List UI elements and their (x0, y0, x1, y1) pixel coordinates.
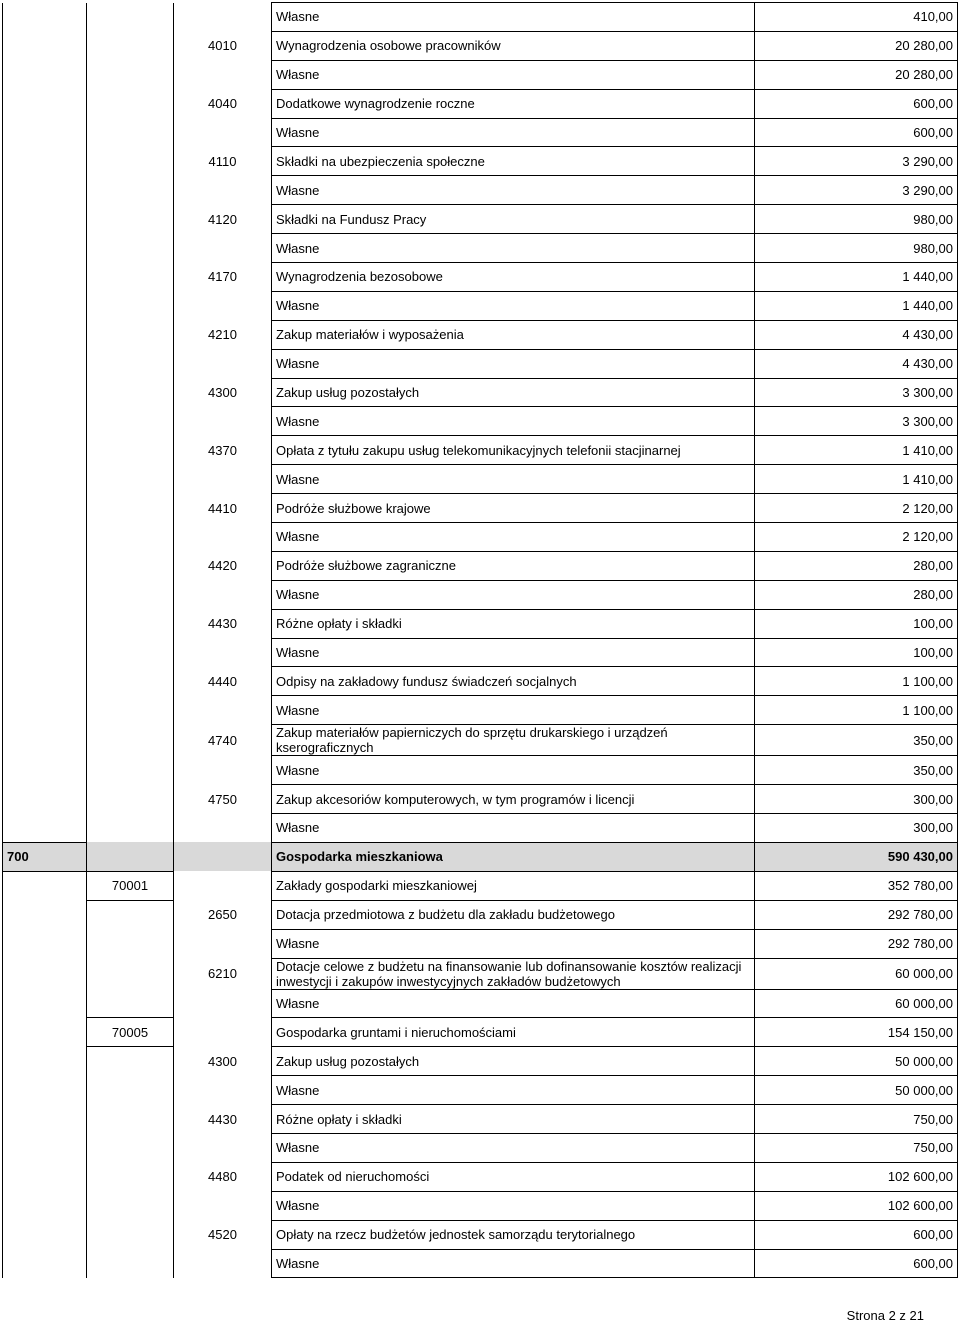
dzial-cell (3, 523, 87, 552)
rozdzial-row (3, 1018, 958, 1047)
rozdzial-cell (87, 320, 174, 349)
source-row (3, 756, 958, 785)
rozdzial-cell (87, 696, 174, 725)
description-cell: Zakup usług pozostałych (272, 1047, 755, 1076)
dzial-cell (3, 1105, 87, 1134)
amount-cell: 1 440,00 (755, 263, 958, 292)
paragraf-cell (174, 871, 272, 900)
source-row (3, 1076, 958, 1105)
rozdzial-cell (87, 407, 174, 436)
paragraf-row (3, 89, 958, 118)
funding-source-cell: Własne (272, 118, 755, 147)
amount-cell: 100,00 (755, 638, 958, 667)
dzial-cell (3, 494, 87, 523)
funding-source-cell: Własne (272, 407, 755, 436)
amount-cell: 4 430,00 (755, 349, 958, 378)
funding-source-cell: Własne (272, 1076, 755, 1105)
rozdzial-cell (87, 436, 174, 465)
dzial-cell (3, 205, 87, 234)
amount-cell: 600,00 (755, 89, 958, 118)
amount-cell: 3 290,00 (755, 147, 958, 176)
funding-source-cell: Własne (272, 814, 755, 843)
paragraf-cell (174, 989, 272, 1018)
paragraf-cell (174, 1249, 272, 1278)
paragraf-cell (174, 176, 272, 205)
amount-cell: 1 100,00 (755, 667, 958, 696)
source-row (3, 638, 958, 667)
dzial-cell (3, 580, 87, 609)
amount-cell: 1 440,00 (755, 291, 958, 320)
rozdzial-cell (87, 31, 174, 60)
rozdzial-cell (87, 609, 174, 638)
amount-cell: 980,00 (755, 234, 958, 263)
source-row (3, 176, 958, 205)
amount-cell: 300,00 (755, 814, 958, 843)
amount-cell: 154 150,00 (755, 1018, 958, 1047)
dzial-cell (3, 320, 87, 349)
dzial-cell (3, 349, 87, 378)
paragraf-cell (174, 349, 272, 378)
source-row (3, 523, 958, 552)
dzial-cell (3, 785, 87, 814)
rozdzial-cell (87, 1047, 174, 1076)
rozdzial-cell (87, 1076, 174, 1105)
dzial-cell (3, 263, 87, 292)
dzial-cell (3, 1162, 87, 1191)
rozdzial-cell (87, 1249, 174, 1278)
funding-source-cell: Własne (272, 756, 755, 785)
rozdzial-cell (87, 785, 174, 814)
dzial-cell (3, 89, 87, 118)
amount-cell: 600,00 (755, 1220, 958, 1249)
amount-cell: 50 000,00 (755, 1076, 958, 1105)
source-row (3, 234, 958, 263)
paragraf-cell: 6210 (174, 958, 272, 989)
rozdzial-cell (87, 3, 174, 32)
paragraf-cell: 4520 (174, 1220, 272, 1249)
paragraf-row (3, 147, 958, 176)
paragraf-cell (174, 1018, 272, 1047)
paragraf-cell (174, 696, 272, 725)
paragraf-cell (174, 842, 272, 871)
rozdzial-cell (87, 263, 174, 292)
paragraf-row (3, 785, 958, 814)
paragraf-cell (174, 407, 272, 436)
paragraf-cell (174, 291, 272, 320)
source-row (3, 1191, 958, 1220)
rozdzial-cell (87, 176, 174, 205)
paragraf-cell (174, 638, 272, 667)
rozdzial-cell (87, 1220, 174, 1249)
paragraf-cell: 4480 (174, 1162, 272, 1191)
description-cell: Gospodarka gruntami i nieruchomościami (272, 1018, 755, 1047)
paragraf-row (3, 378, 958, 407)
paragraf-row (3, 436, 958, 465)
dzial-cell (3, 147, 87, 176)
funding-source-cell: Własne (272, 696, 755, 725)
dzial-cell (3, 31, 87, 60)
amount-cell: 1 100,00 (755, 696, 958, 725)
paragraf-cell: 4440 (174, 667, 272, 696)
funding-source-cell: Własne (272, 638, 755, 667)
amount-cell: 1 410,00 (755, 465, 958, 494)
amount-cell: 1 410,00 (755, 436, 958, 465)
funding-source-cell: Własne (272, 1191, 755, 1220)
paragraf-cell: 4170 (174, 263, 272, 292)
amount-cell: 50 000,00 (755, 1047, 958, 1076)
description-cell: Różne opłaty i składki (272, 1105, 755, 1134)
description-cell: Gospodarka mieszkaniowa (272, 842, 755, 871)
amount-cell: 600,00 (755, 118, 958, 147)
dzial-cell (3, 1249, 87, 1278)
paragraf-row (3, 320, 958, 349)
source-row (3, 989, 958, 1018)
rozdzial-row (3, 871, 958, 900)
dzial-cell (3, 814, 87, 843)
paragraf-cell: 4430 (174, 609, 272, 638)
rozdzial-cell (87, 89, 174, 118)
description-cell: Podróże służbowe krajowe (272, 494, 755, 523)
paragraf-cell (174, 1133, 272, 1162)
funding-source-cell: Własne (272, 580, 755, 609)
dzial-cell (3, 725, 87, 756)
source-row (3, 291, 958, 320)
amount-cell: 2 120,00 (755, 523, 958, 552)
amount-cell: 280,00 (755, 580, 958, 609)
description-cell: Wynagrodzenia osobowe pracowników (272, 31, 755, 60)
dzial-cell (3, 871, 87, 900)
amount-cell: 352 780,00 (755, 871, 958, 900)
funding-source-cell: Własne (272, 929, 755, 958)
dzial-row (3, 842, 958, 871)
page-number: Strona 2 z 21 (846, 1308, 924, 1323)
rozdzial-cell (87, 989, 174, 1018)
rozdzial-cell (87, 465, 174, 494)
dzial-cell (3, 176, 87, 205)
funding-source-cell: Własne (272, 349, 755, 378)
description-cell: Różne opłaty i składki (272, 609, 755, 638)
rozdzial-cell (87, 378, 174, 407)
rozdzial-cell (87, 1133, 174, 1162)
description-cell: Podatek od nieruchomości (272, 1162, 755, 1191)
amount-cell: 2 120,00 (755, 494, 958, 523)
rozdzial-cell (87, 1191, 174, 1220)
paragraf-row (3, 205, 958, 234)
paragraf-row (3, 609, 958, 638)
dzial-cell (3, 958, 87, 989)
amount-cell: 102 600,00 (755, 1162, 958, 1191)
paragraf-row (3, 1047, 958, 1076)
paragraf-cell: 4300 (174, 1047, 272, 1076)
paragraf-row (3, 725, 958, 756)
dzial-cell (3, 989, 87, 1018)
paragraf-cell (174, 1191, 272, 1220)
dzial-cell (3, 1018, 87, 1047)
amount-cell: 3 300,00 (755, 407, 958, 436)
paragraf-cell: 4430 (174, 1105, 272, 1134)
paragraf-row (3, 1162, 958, 1191)
dzial-cell (3, 667, 87, 696)
funding-source-cell: Własne (272, 176, 755, 205)
paragraf-row (3, 263, 958, 292)
dzial-cell (3, 1047, 87, 1076)
paragraf-cell (174, 3, 272, 32)
funding-source-cell: Własne (272, 3, 755, 32)
paragraf-cell: 4010 (174, 31, 272, 60)
description-cell: Opłata z tytułu zakupu usług telekomunikacyjnych telefonii stacjinarnej (272, 436, 755, 465)
dzial-cell (3, 551, 87, 580)
rozdzial-cell (87, 494, 174, 523)
amount-cell: 20 280,00 (755, 60, 958, 89)
description-cell: Opłaty na rzecz budżetów jednostek samorządu terytorialnego (272, 1220, 755, 1249)
source-row (3, 580, 958, 609)
paragraf-cell: 4300 (174, 378, 272, 407)
source-row (3, 1133, 958, 1162)
source-row (3, 60, 958, 89)
paragraf-row (3, 31, 958, 60)
description-cell: Wynagrodzenia bezosobowe (272, 263, 755, 292)
rozdzial-cell (87, 291, 174, 320)
source-row (3, 1249, 958, 1278)
paragraf-cell: 2650 (174, 900, 272, 929)
rozdzial-cell: 70001 (87, 871, 174, 900)
rozdzial-cell (87, 551, 174, 580)
paragraf-cell: 4740 (174, 725, 272, 756)
rozdzial-cell (87, 60, 174, 89)
amount-cell: 60 000,00 (755, 958, 958, 989)
amount-cell: 292 780,00 (755, 929, 958, 958)
paragraf-cell (174, 1076, 272, 1105)
rozdzial-cell (87, 814, 174, 843)
dzial-cell (3, 696, 87, 725)
dzial-cell (3, 234, 87, 263)
amount-cell: 280,00 (755, 551, 958, 580)
paragraf-cell (174, 60, 272, 89)
dzial-cell (3, 3, 87, 32)
source-row (3, 465, 958, 494)
source-row (3, 407, 958, 436)
description-cell: Zakup akcesoriów komputerowych, w tym programów i licencji (272, 785, 755, 814)
paragraf-cell (174, 580, 272, 609)
rozdzial-cell (87, 523, 174, 552)
dzial-cell (3, 1220, 87, 1249)
dzial-cell (3, 756, 87, 785)
amount-cell: 750,00 (755, 1105, 958, 1134)
rozdzial-cell (87, 1162, 174, 1191)
amount-cell: 3 290,00 (755, 176, 958, 205)
description-cell: Zakup materiałów papierniczych do sprzętu drukarskiego i urządzeń kserograficznych (272, 725, 755, 756)
amount-cell: 350,00 (755, 725, 958, 756)
budget-table (2, 2, 958, 1278)
amount-cell: 750,00 (755, 1133, 958, 1162)
rozdzial-cell (87, 929, 174, 958)
source-row (3, 349, 958, 378)
source-row (3, 814, 958, 843)
description-cell: Składki na ubezpieczenia społeczne (272, 147, 755, 176)
dzial-cell (3, 118, 87, 147)
funding-source-cell: Własne (272, 234, 755, 263)
dzial-cell (3, 407, 87, 436)
amount-cell: 300,00 (755, 785, 958, 814)
rozdzial-cell (87, 147, 174, 176)
description-cell: Dotacje celowe z budżetu na finansowanie lub dofinansowanie kosztów realizacji inwestycji i zakupów inwestycyjnych zakładów budżetowych (272, 958, 755, 989)
rozdzial-cell (87, 842, 174, 871)
funding-source-cell: Własne (272, 60, 755, 89)
paragraf-cell (174, 118, 272, 147)
description-cell: Odpisy na zakładowy fundusz świadczeń socjalnych (272, 667, 755, 696)
rozdzial-cell (87, 118, 174, 147)
rozdzial-cell (87, 667, 174, 696)
rozdzial-cell (87, 580, 174, 609)
paragraf-cell (174, 814, 272, 843)
funding-source-cell: Własne (272, 989, 755, 1018)
dzial-cell (3, 378, 87, 407)
source-row (3, 929, 958, 958)
rozdzial-cell (87, 756, 174, 785)
dzial-cell (3, 465, 87, 494)
dzial-cell (3, 291, 87, 320)
dzial-cell (3, 900, 87, 929)
paragraf-cell (174, 523, 272, 552)
paragraf-cell: 4410 (174, 494, 272, 523)
paragraf-cell: 4120 (174, 205, 272, 234)
amount-cell: 60 000,00 (755, 989, 958, 1018)
amount-cell: 102 600,00 (755, 1191, 958, 1220)
amount-cell: 600,00 (755, 1249, 958, 1278)
funding-source-cell: Własne (272, 291, 755, 320)
budget-table-body (3, 3, 958, 1278)
rozdzial-cell (87, 1105, 174, 1134)
rozdzial-cell (87, 234, 174, 263)
amount-cell: 410,00 (755, 3, 958, 32)
source-row (3, 118, 958, 147)
description-cell: Zakup materiałów i wyposażenia (272, 320, 755, 349)
amount-cell: 590 430,00 (755, 842, 958, 871)
paragraf-cell (174, 234, 272, 263)
amount-cell: 292 780,00 (755, 900, 958, 929)
dzial-cell (3, 60, 87, 89)
paragraf-cell (174, 465, 272, 494)
rozdzial-cell: 70005 (87, 1018, 174, 1047)
paragraf-row (3, 958, 958, 989)
dzial-cell (3, 1133, 87, 1162)
dzial-cell (3, 1191, 87, 1220)
amount-cell: 980,00 (755, 205, 958, 234)
amount-cell: 100,00 (755, 609, 958, 638)
amount-cell: 350,00 (755, 756, 958, 785)
rozdzial-cell (87, 725, 174, 756)
paragraf-row (3, 551, 958, 580)
source-row (3, 3, 958, 32)
paragraf-cell (174, 756, 272, 785)
paragraf-row (3, 1105, 958, 1134)
source-row (3, 696, 958, 725)
amount-cell: 4 430,00 (755, 320, 958, 349)
paragraf-row (3, 900, 958, 929)
dzial-cell (3, 929, 87, 958)
paragraf-row (3, 1220, 958, 1249)
rozdzial-cell (87, 958, 174, 989)
dzial-cell: 700 (3, 842, 87, 871)
paragraf-row (3, 494, 958, 523)
dzial-cell (3, 638, 87, 667)
paragraf-cell: 4110 (174, 147, 272, 176)
paragraf-cell: 4420 (174, 551, 272, 580)
paragraf-cell: 4210 (174, 320, 272, 349)
paragraf-cell (174, 929, 272, 958)
paragraf-cell: 4040 (174, 89, 272, 118)
description-cell: Składki na Fundusz Pracy (272, 205, 755, 234)
dzial-cell (3, 1076, 87, 1105)
rozdzial-cell (87, 205, 174, 234)
rozdzial-cell (87, 638, 174, 667)
dzial-cell (3, 436, 87, 465)
description-cell: Zakup usług pozostałych (272, 378, 755, 407)
dzial-cell (3, 609, 87, 638)
funding-source-cell: Własne (272, 1249, 755, 1278)
amount-cell: 3 300,00 (755, 378, 958, 407)
paragraf-cell: 4370 (174, 436, 272, 465)
funding-source-cell: Własne (272, 465, 755, 494)
rozdzial-cell (87, 900, 174, 929)
description-cell: Dotacja przedmiotowa z budżetu dla zakładu budżetowego (272, 900, 755, 929)
paragraf-cell: 4750 (174, 785, 272, 814)
description-cell: Zakłady gospodarki mieszkaniowej (272, 871, 755, 900)
funding-source-cell: Własne (272, 523, 755, 552)
description-cell: Podróże służbowe zagraniczne (272, 551, 755, 580)
description-cell: Dodatkowe wynagrodzenie roczne (272, 89, 755, 118)
paragraf-row (3, 667, 958, 696)
rozdzial-cell (87, 349, 174, 378)
funding-source-cell: Własne (272, 1133, 755, 1162)
amount-cell: 20 280,00 (755, 31, 958, 60)
